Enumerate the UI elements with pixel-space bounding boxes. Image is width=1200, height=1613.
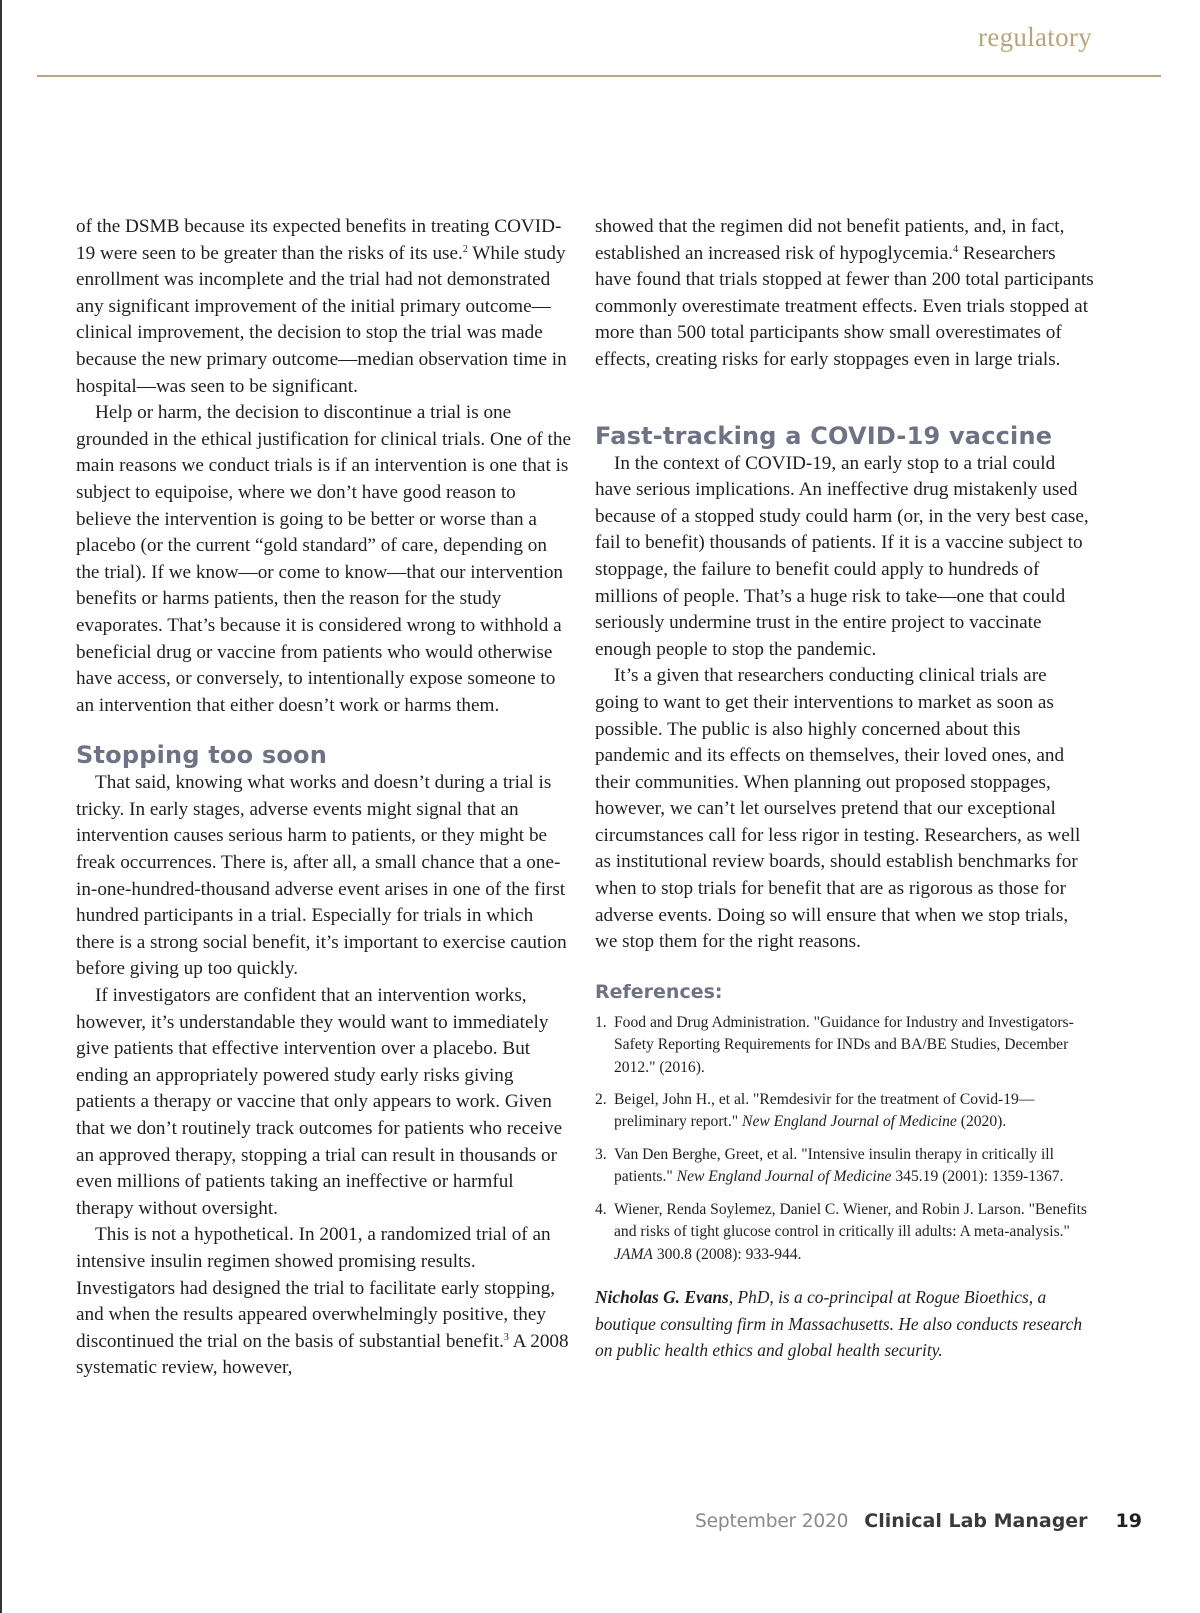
reference-citation: Van Den Berghe, Greet, et al. "Intensive insulin therapy in critically ill patients.": [614, 1145, 1054, 1186]
author-bio-text: , PhD, is a co-principal at Rogue Bioethics, a boutique consulting firm in Massachusetts. He also conducts research on public health ethics and global health security.: [595, 1286, 1083, 1361]
reference-journal: New England Journal of Medicine: [676, 1168, 892, 1186]
author-name: Nicholas G. Evans: [595, 1286, 729, 1307]
left-paragraph-2: Help or harm, the decision to discontinue a trial is one grounded in the ethical justification for clinical trials. One of the main reasons we conduct trials is if an intervention is one that is subject to equipoise, where we don’t have good reason to believe the intervention is going to be better or worse than a placebo (or the current “gold standard” of care, depending on the trial). If we know—or come to know—that our intervention benefits or harms patients, then the reason for the study evaporates. That’s because it is considered wrong to withhold a beneficial drug or vaccine from patients who would otherwise have access, or conversely, to intentionally expose someone to an intervention that either doesn’t work or harms them.: [76, 402, 571, 716]
left-column: [76, 214, 571, 1382]
reference-item: [595, 1144, 1095, 1189]
right-p1-text-a: showed that the regimen did not benefit patients, and, in fact, established an increased risk of hypoglycemia.: [595, 216, 1065, 264]
reference-item: [595, 1199, 1095, 1266]
citation-2: 2: [462, 243, 468, 255]
citation-4: 4: [953, 243, 959, 255]
right-paragraph-3: It’s a given that researchers conducting clinical trials are going to want to get their interventions to market as soon as possible. The public is also highly concerned about this pandemic and its effects on themselves, their loved ones, and their communities. When planning out proposed stoppages, however, we can’t let ourselves pretend that our exceptional circumstances call for less rigor in testing. Researchers, as well as institutional review boards, should establish benchmarks for when to stop trials for benefit that are as rigorous as those for adverse events. Doing so will ensure that when we stop trials, we stop them for the right reasons.: [595, 665, 1081, 953]
left-p5-text-b: A 2008 systematic review, however,: [76, 1330, 569, 1379]
right-column: [595, 214, 1095, 1364]
left-paragraph-1: [76, 214, 571, 400]
reference-number: 1.: [595, 1013, 607, 1031]
page-edge-rule: [0, 0, 2, 1613]
reference-text: [614, 1144, 1095, 1189]
reference-item: [595, 1089, 1095, 1134]
left-paragraph-5: [76, 1222, 571, 1382]
left-p1-text-a: of the DSMB because its expected benefits in treating COVID-19 were seen to be greater than the risks of its use.: [76, 216, 562, 264]
reference-citation: Food and Drug Administration. "Guidance for Industry and Investigators-Safety Reporting Requirements for INDs and BA/BE Studies, December 2012." (2016).: [614, 1013, 1074, 1076]
issue-date: September 2020: [695, 1511, 849, 1532]
reference-text: [614, 1012, 1095, 1079]
citation-3: 3: [503, 1331, 509, 1343]
reference-text: [614, 1199, 1095, 1266]
reference-text: [614, 1089, 1095, 1134]
right-paragraph-1: [595, 214, 1095, 374]
page-number: 19: [1115, 1510, 1142, 1532]
right-paragraph-2: In the context of COVID-19, an early stop to a trial could have serious implications. An ineffective drug mistakenly used because of a stopped study could harm (or, in the very best case, fail to benefit) thousands of patients. If it is a vaccine subject to stoppage, the failure to benefit could apply to hundreds of millions of people. That’s a huge risk to take—one that could seriously undermine trust in the entire project to vaccinate enough people to stop the pandemic.: [595, 452, 1089, 660]
author-bio: [595, 1284, 1095, 1364]
left-p5-text-a: This is not a hypothetical. In 2001, a randomized trial of an intensive insulin regimen showed promising results. Investigators had designed the trial to facilitate early stopping, and when the results appeared overwhelmingly positive, they discontinued the trial on the basis of substantial benefit.: [76, 1224, 556, 1352]
reference-tail: 300.8 (2008): 933-944.: [652, 1245, 802, 1263]
page-footer: [695, 1508, 1142, 1536]
left-p1-text-b: While study enrollment was incomplete and the trial had not demonstrated any significant improvement of the initial primary outcome—clinical improvement, the decision to stop the trial was made because the new primary outcome—median observation time in hospital—was seen to be significant.: [76, 242, 567, 397]
reference-tail: 345.19 (2001): 1359-1367.: [891, 1168, 1064, 1186]
heading-fast-tracking: Fast-tracking a COVID-19 vaccine: [595, 421, 1053, 450]
right-p1-text-b: Researchers have found that trials stopped at fewer than 200 total participants commonly overestimate treatment effects. Even trials stopped at more than 500 total participants show small overestimates of effects, creating risks for early stoppages even in large trials.: [595, 242, 1094, 370]
reference-number: 3.: [595, 1145, 607, 1163]
heading-stopping-too-soon: Stopping too soon: [76, 741, 328, 770]
references-list: [595, 1012, 1095, 1266]
reference-journal: New England Journal of Medicine: [742, 1113, 957, 1131]
left-paragraph-3: That said, knowing what works and doesn’t during a trial is tricky. In early stages, adverse events might signal that an intervention causes serious harm to patients, or they might be freak occurrences. There is, after all, a small chance that a one-in-one-hundred-thousand adverse event arises in one of the first hundred participants in a trial. Especially for trials in which there is a strong social benefit, it’s important to exercise caution before giving up too quickly.: [76, 772, 567, 980]
reference-journal: JAMA: [614, 1245, 653, 1263]
magazine-name: Clinical Lab Manager: [864, 1510, 1088, 1532]
left-paragraph-4: If investigators are confident that an intervention works, however, it’s understandable they would want to immediately give patients that effective intervention over a placebo. But ending an appropriately powered study early risks giving patients a therapy or vaccine that only appears to work. Given that we don’t routinely track outcomes for patients who receive an approved therapy, stopping a trial can result in thousands or even millions of patients taking an ineffective or harmful therapy without oversight.: [76, 985, 563, 1219]
header-divider: [37, 75, 1161, 77]
reference-number: 2.: [595, 1091, 607, 1109]
reference-citation: Beigel, John H., et al. "Remdesivir for the treatment of Covid-19—preliminary report.": [614, 1091, 1035, 1131]
reference-citation: Wiener, Renda Soylemez, Daniel C. Wiener, and Robin J. Larson. "Benefits and risks of tight glucose control in critically ill adults: A meta-analysis.": [614, 1200, 1087, 1241]
reference-item: [595, 1012, 1095, 1079]
section-tag: regulatory: [978, 22, 1092, 52]
reference-tail: (2020).: [956, 1113, 1007, 1131]
references-heading: References:: [595, 980, 723, 1003]
reference-number: 4.: [595, 1200, 607, 1218]
